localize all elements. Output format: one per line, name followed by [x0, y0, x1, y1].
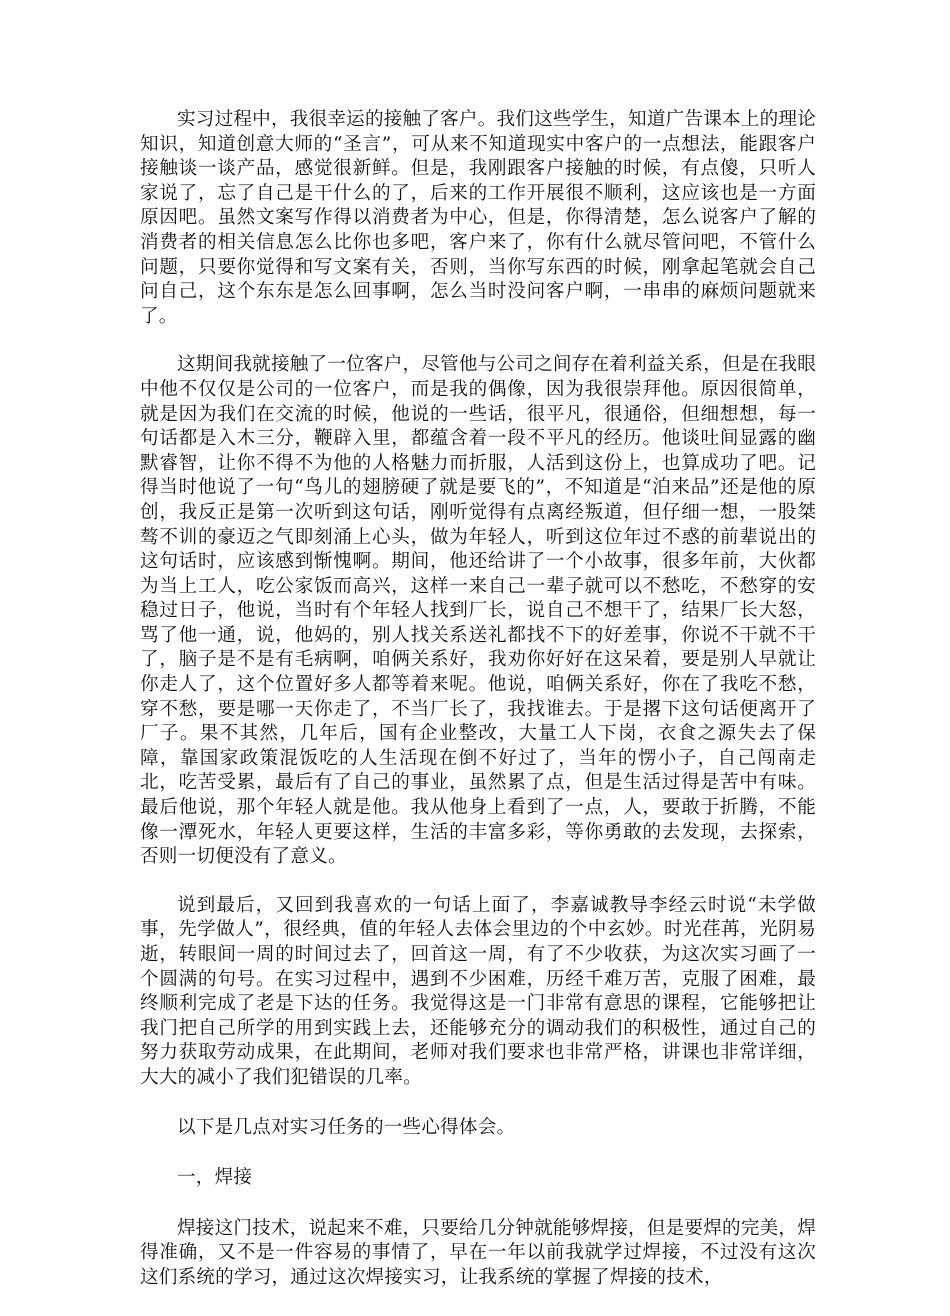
section-heading-welding: 一，焊接: [177, 1167, 253, 1189]
paragraph-client-story: 这期间我就接触了一位客户，尽管他与公司之间存在着利益关系，但是在我眼中他不仅仅是公司的一位客户，而是我的偶像，因为我很崇拜他。原因很简单，就是因为我们在交流的时候，他说的一些话，很平凡，很通俗，但细想想，每一句话都是入木三分，鞭辟入里，都蕴含着一段不平凡的经历。他谈吐间显露的幽默睿智，让你不得不为他的人格魅力而折服，人活到这份上，也算成功了吧。记得当时他说了一句“鸟儿的翅膀硬了就是要飞的”，不知道是“泊来品”还是他的原创，我反正是第一次听到这句话，刚听觉得有点离经叛道，但仔细一想，一股桀骜不训的豪迈之气即刻涌上心头，做为年轻人，听到这位年过不惑的前辈说出的这句话时，应该感到惭愧啊。期间，他还给讲了一个小故事，很多年前，大伙都为当上工人，吃公家饭而高兴，这样一来自己一辈子就可以不愁吃，不愁穿的安稳过日子，他说，当时有个年轻人找到厂长，说自己不想干了，结果厂长大怒，骂了他一通，说，他妈的，别人找关系送礼都找不下的好差事，你说不干就不干了，脑子是不是有毛病啊，咱俩关系好，我劝你好好在这呆着，要是别人早就让你走人了，这个位置好多人都等着来呢。他说，咱俩关系好，你在了我吃不愁，穿不愁，要是哪一天你走了，不当厂长了，我找谁去。于是撂下这句话便离开了厂子。果不其然，几年后，国有企业整改，大量工人下岗，衣食之源失去了保障，靠国家政策混饭吃的人生活现在倒不好过了，当年的愣小子，自己闯南走北，吃苦受累，最后有了自己的事业，虽然累了点，但是生活过得是苦中有味。最后他说，那个年轻人就是他。我从他身上看到了一点，人，要敢于折腾，不能像一潭死水，年轻人更要这样，生活的丰富多彩，等你勇敢的去发现，去探索，否则一切便没有了意义。: [140, 354, 816, 868]
paragraph-client-contact: 实习过程中，我很幸运的接触了客户。我们这些学生，知道广告课本上的理论知识，知道创意大师的“圣言”，可从来不知道现实中客户的一点想法，能跟客户接触谈一谈产品，感觉很新鲜。但是，我刚跟客户接触的时候，有点傻，只听人家说了，忘了自己是干什么的了，后来的工作开展很不顺利，这应该也是一方面原因吧。虽然文案写作得以消费者为中心，但是，你得清楚，怎么说客户了解的消费者的相关信息怎么比你也多吧，客户来了，你有什么就尽管问吧，不管什么问题，只要你觉得和写文案有关，否则，当你写东西的时候，刚拿起笔就会自己问自己，这个东东是怎么回事啊，怎么当时没问客户啊，一串串的麻烦问题就来了。: [140, 109, 816, 327]
paragraph-welding: 焊接这门技术，说起来不难，只要给几分钟就能够焊接，但是要焊的完美，焊得准确，又不是一件容易的事情了，早在一年以前我就学过焊接，不过没有这次这们系统的学习，通过这次焊接实习，让我系统的掌握了焊接的技术，: [140, 1217, 816, 1288]
paragraph-conclusion: 说到最后，又回到我喜欢的一句话上面了，李嘉诚教导李经云时说“未学做事，先学做人”，很经典，值的年轻人去体会里边的个中玄妙。时光荏苒，光阴易逝，转眼间一周的时间过去了，回首这一周，有了不少收获，为这次实习画了一个圆满的句号。在实习过程中，遇到不少困难，历经千难万苦，克服了困难，最终顺利完成了老是下达的任务。我觉得这是一门非常有意思的课程，它能够把让我门把自己所学的用到实践上去，还能够充分的调动我们的积极性，通过自己的努力获取劳动成果，在此期间，老师对我们要求也非常严格，讲课也非常详细，大大的减小了我们犯错误的几率。: [140, 894, 816, 1088]
document-page: [140, 108, 816, 1316]
paragraph-intro-points: 以下是几点对实习任务的一些心得体会。: [177, 1116, 516, 1138]
